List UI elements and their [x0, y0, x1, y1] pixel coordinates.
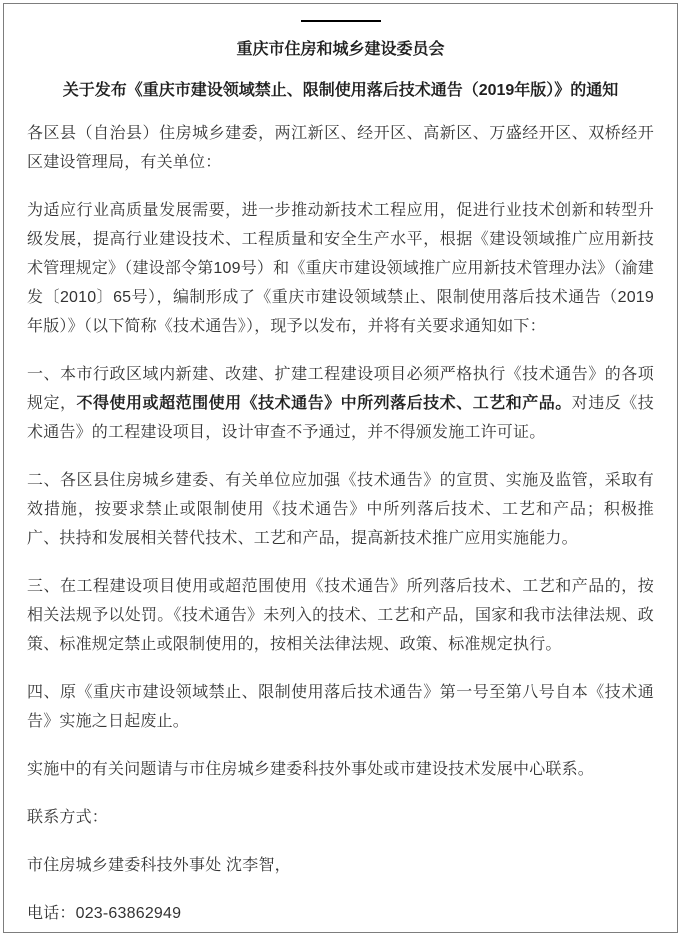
org-title: 重庆市住房和城乡建设委员会: [236, 41, 445, 58]
item-1-text-bold: 不得使用或超范围使用《技术通告》中所列落后技术、工艺和产品。: [76, 395, 572, 412]
item-3-paragraph: 三、在工程建设项目使用或超范围使用《技术通告》所列落后技术、工艺和产品的，按相关法规予以处罚。《技术通告》未列入的技术、工艺和产品，国家和我市法律法规、政策、标准规定禁止或限制使用的，按相关法律法规、政策、标准规定执行。: [27, 578, 654, 653]
notice-page: [3, 3, 678, 933]
item-1-text-post: 对违反《技术通告》的工程建设项目，设计审查不予通过，并不得颁发施工许可证。: [27, 395, 654, 441]
contact-person: 市住房城乡建委科技外事处 沈李智，: [27, 857, 291, 874]
item-1-text-pre: 一、本市行政区域内新建、改建、扩建工程建设项目必须严格执行《技术通告》的各项规定，: [27, 366, 654, 412]
item-4-paragraph: 四、原《重庆市建设领域禁止、限制使用落后技术通告》第一号至第八号自本《技术通告》实施之日起废止。: [27, 684, 654, 730]
top-divider-rule: [301, 20, 381, 22]
contact-phone: 电话：023-63862949: [27, 905, 182, 922]
feedback-paragraph: 实施中的有关问题请与市住房城乡建委科技外事处或市建设技术发展中心联系。: [27, 761, 595, 778]
item-1-paragraph: [27, 360, 654, 447]
item-2-paragraph: 二、各区县住房城乡建委、有关单位应加强《技术通告》的宣贯、实施及监管，采取有效措施，按要求禁止或限制使用《技术通告》中所列落后技术、工艺和产品；积极推广、扶持和发展相关替代技术、工艺和产品，提高新技术推广应用实施能力。: [27, 472, 654, 547]
notice-body: [27, 119, 654, 928]
salutation-paragraph: 各区县（自治县）住房城乡建委，两江新区、经开区、高新区、万盛经开区、双桥经开区建设管理局，有关单位：: [27, 125, 654, 171]
doc-title: 关于发布《重庆市建设领域禁止、限制使用落后技术通告（2019年版）》的通知: [62, 82, 619, 99]
intro-paragraph: 为适应行业高质量发展需要，进一步推动新技术工程应用，促进行业技术创新和转型升级发展，提高行业建设技术、工程质量和安全生产水平，根据《建设领域推广应用新技术管理规定》（建设部令第109号）和《重庆市建设领域推广应用新技术管理办法》（渝建发〔2010〕65号），编制形成了《重庆市建设领域禁止、限制使用落后技术通告（2019年版）》（以下简称《技术通告》），现予以发布，并将有关要求通知如下：: [27, 202, 654, 335]
contact-label: 联系方式：: [27, 809, 109, 826]
